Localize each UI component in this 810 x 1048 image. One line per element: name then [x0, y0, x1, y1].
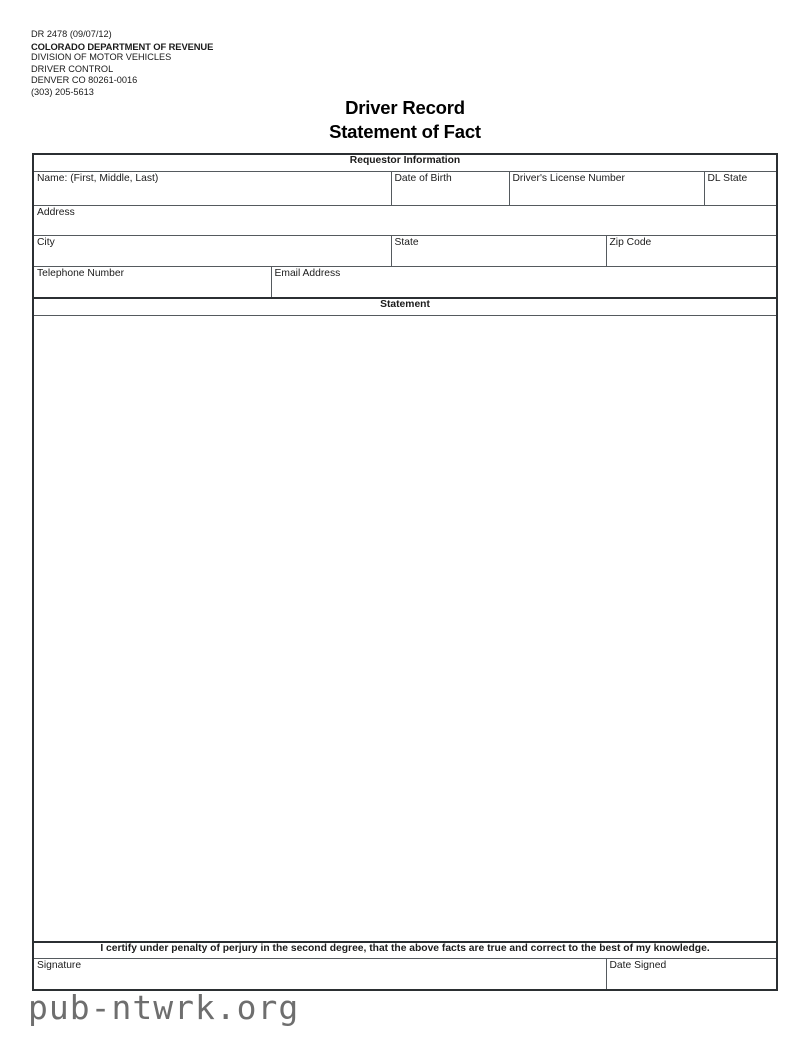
- field-label-city: City: [37, 237, 55, 248]
- field-cell-name[interactable]: [33, 172, 391, 206]
- field-label-email-address: Email Address: [274, 268, 341, 279]
- field-cell-dl-state[interactable]: [704, 172, 777, 206]
- unit-name: DRIVER CONTROL: [31, 63, 114, 74]
- field-cell-telephone-number[interactable]: [33, 267, 271, 298]
- field-label-dl-state: DL State: [707, 173, 748, 184]
- statement-textarea[interactable]: [33, 315, 777, 942]
- section-header-statement-label: Statement: [380, 298, 430, 310]
- agency-phone: (303) 205-5613: [31, 86, 94, 97]
- table-row-certification: [33, 942, 777, 958]
- section-header-row-statement: [33, 298, 777, 316]
- field-label-name: Name: (First, Middle, Last): [37, 173, 159, 184]
- department-name: COLORADO DEPARTMENT OF REVENUE: [31, 40, 214, 52]
- field-label-state: State: [394, 237, 419, 248]
- form-number: DR 2478 (09/07/12): [31, 29, 112, 39]
- field-cell-date-signed[interactable]: [606, 958, 777, 990]
- division-name: DIVISION OF MOTOR VEHICLES: [31, 52, 172, 62]
- table-row-signature: [33, 958, 777, 990]
- field-cell-date-of-birth[interactable]: [391, 172, 509, 206]
- field-cell-state[interactable]: [391, 236, 606, 267]
- table-row-statement-body: [33, 315, 777, 942]
- section-header-requestor-information: [33, 154, 777, 172]
- field-label-date-of-birth: Date of Birth: [394, 173, 452, 184]
- certification-text: I certify under penalty of perjury in the second degree, that the above facts are true and correct to the best of my knowledge.: [100, 943, 710, 954]
- section-header-statement: [33, 298, 777, 316]
- driver-record-form: [32, 153, 778, 991]
- table-row-name: [33, 172, 777, 206]
- field-cell-zip-code[interactable]: [606, 236, 777, 267]
- field-label-date-signed: Date Signed: [609, 959, 667, 971]
- agency-address: DENVER CO 80261-0016: [31, 75, 138, 85]
- certification-statement: [33, 942, 777, 958]
- field-cell-city[interactable]: [33, 236, 391, 267]
- field-cell-email-address[interactable]: [271, 267, 777, 298]
- watermark: pub-ntwrk.org: [28, 988, 300, 1027]
- field-cell-address[interactable]: [33, 206, 777, 236]
- page-title-line-1: Driver Record: [345, 97, 465, 118]
- field-label-drivers-license-number: Driver's License Number: [512, 173, 625, 184]
- section-header-row: [33, 154, 777, 172]
- table-row-city-state-zip: [33, 236, 777, 267]
- section-header-requestor-label: Requestor Information: [349, 155, 461, 166]
- table-row-contact: [33, 267, 777, 298]
- agency-header-block: [31, 29, 213, 98]
- page-title: [0, 96, 810, 144]
- field-cell-drivers-license-number[interactable]: [509, 172, 704, 206]
- page-title-line-2: Statement of Fact: [329, 121, 481, 142]
- field-label-signature: Signature: [37, 959, 82, 971]
- field-label-address: Address: [37, 207, 75, 218]
- field-cell-signature[interactable]: [33, 958, 606, 990]
- table-row-address: [33, 206, 777, 236]
- field-label-telephone-number: Telephone Number: [37, 268, 125, 279]
- field-label-zip-code: Zip Code: [609, 237, 652, 248]
